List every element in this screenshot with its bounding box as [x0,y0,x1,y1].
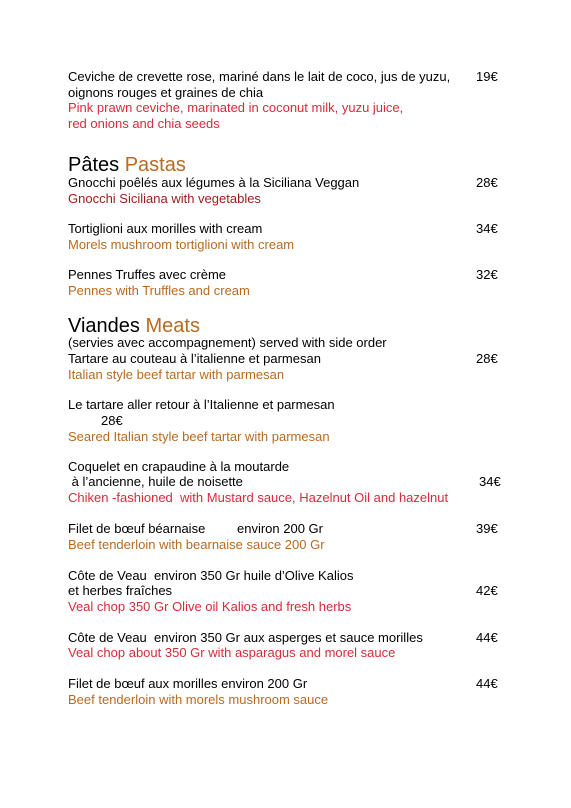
filet-morilles-fr: Filet de bœuf aux morilles environ 200 Gr [68,676,308,691]
veal-kalios-fr-line2: et herbes fraîches [68,583,173,598]
section-title-en: Meats [145,315,200,337]
seared-tartare-price: 28€ [101,413,123,428]
section-title-en: Pastas [124,154,186,176]
section-title-fr: Pâtes [68,154,120,176]
ceviche-en-line1: Pink prawn ceviche, marinated in coconut milk, yuzu juice, [68,100,404,115]
filet-morilles-en: Beef tenderloin with morels mushroom sauce [68,692,329,707]
veal-asparagus-fr: Côte de Veau environ 350 Gr aux asperges et sauce morilles [68,630,423,645]
ceviche-en-line2: red onions and chia seeds [68,116,220,131]
veal-asparagus-en: Veal chop about 350 Gr with asparagus and morel sauce [68,645,396,660]
veal-kalios-fr-line1: Côte de Veau environ 350 Gr huile d’Olive Kalios [68,568,354,583]
tortiglioni-price: 34€ [476,221,498,236]
gnocchi-price: 28€ [476,175,498,190]
ceviche-price: 19€ [476,69,498,84]
pennes-en: Pennes with Truffles and cream [68,283,250,298]
tartare-en: Italian style beef tartar with parmesan [68,367,285,382]
coquelet-fr-line1: Coquelet en crapaudine à la moutarde [68,459,290,474]
side-order-note: (servies avec accompagnement) served with side order [68,335,387,350]
tartare-price: 28€ [476,351,498,366]
veal-asparagus-price: 44€ [476,630,498,645]
pennes-price: 32€ [476,267,498,282]
ceviche-fr-line2: oignons rouges et graines de chia [68,85,264,100]
coquelet-fr-line2: à l’ancienne, huile de noisette [68,474,243,489]
veal-kalios-en: Veal chop 350 Gr Olive oil Kalios and fresh herbs [68,599,352,614]
filet-bearnaise-price: 39€ [476,521,498,536]
gnocchi-fr: Gnocchi poêlés aux légumes à la Siciliana Veggan [68,175,360,190]
coquelet-en: Chiken -fashioned with Mustard sauce, Hazelnut Oil and hazelnut [68,490,449,505]
filet-morilles-price: 44€ [476,676,498,691]
filet-bearnaise-en: Beef tenderloin with bearnaise sauce 200 Gr [68,537,325,552]
gnocchi-en: Gnocchi Siciliana with vegetables [68,191,261,206]
seared-tartare-en: Seared Italian style beef tartar with parmesan [68,429,330,444]
filet-bearnaise-weight: environ 200 Gr [237,521,323,536]
tartare-fr: Tartare au couteau à l’italienne et parmesan [68,351,321,366]
filet-bearnaise-fr: Filet de bœuf béarnaise [68,521,206,536]
tortiglioni-fr: Tortiglioni aux morilles with cream [68,221,263,236]
seared-tartare-fr: Le tartare aller retour à l’Italienne et parmesan [68,397,335,412]
section-title-pastas [68,153,186,177]
section-title-fr: Viandes [68,315,140,337]
tortiglioni-en: Morels mushroom tortiglioni with cream [68,237,295,252]
ceviche-fr-line1: Ceviche de crevette rose, mariné dans le lait de coco, jus de yuzu, [68,69,451,84]
pennes-fr: Pennes Truffes avec crème [68,267,227,282]
veal-kalios-price: 42€ [476,583,498,598]
coquelet-price: 34€ [479,474,501,489]
